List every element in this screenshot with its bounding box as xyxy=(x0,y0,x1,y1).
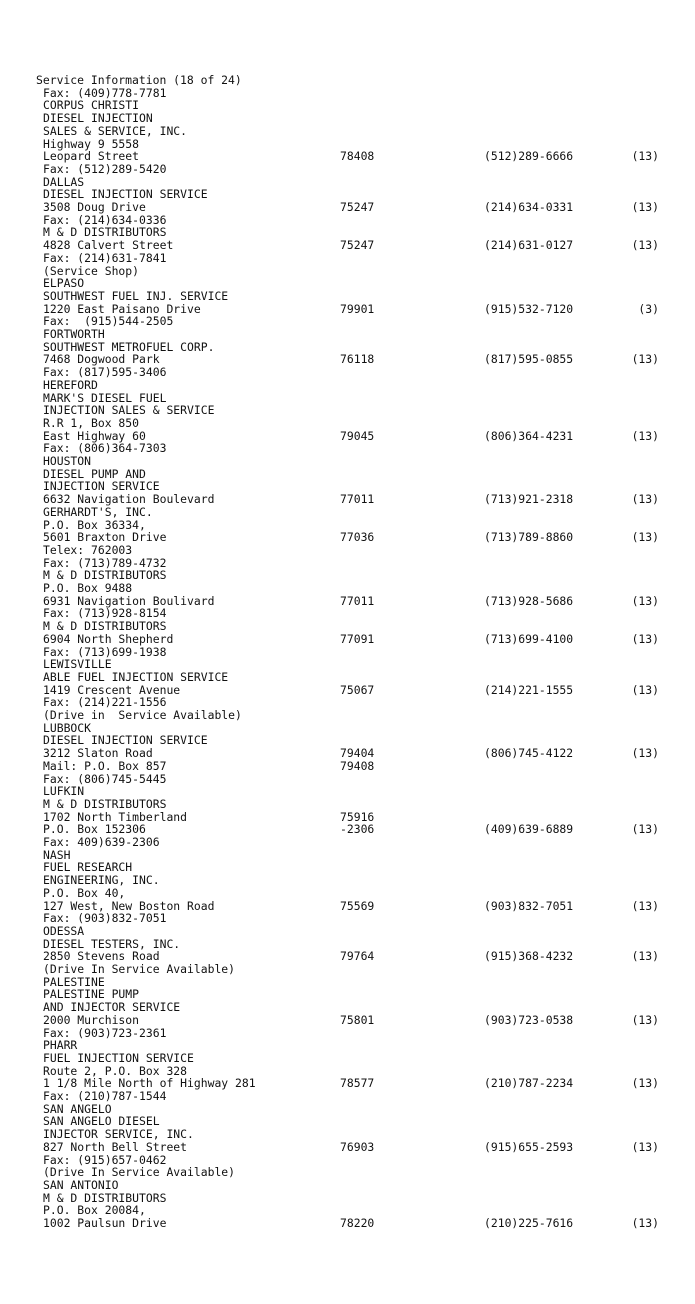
line-text: PALESTINE xyxy=(43,974,105,989)
line-text: 4828 Calvert Street xyxy=(43,238,174,253)
line-text: P.O. Box 20084, xyxy=(43,1203,146,1218)
line-text: 3212 Slaton Road xyxy=(43,746,153,761)
line-text: 3508 Doug Drive xyxy=(43,200,146,214)
line-text: Fax: (817)595-3406 xyxy=(43,365,167,380)
line-text: DIESEL PUMP AND xyxy=(43,466,146,481)
listing-line xyxy=(0,531,695,544)
line-text: Fax: (214)634-0336 xyxy=(43,212,167,227)
reference-code: (13) xyxy=(631,746,659,761)
listing-line xyxy=(0,112,695,125)
reference-code: (13) xyxy=(631,898,659,913)
phone-number: (915)655-2593 xyxy=(484,1139,574,1154)
listing-line xyxy=(0,417,695,430)
line-text: HOUSTON xyxy=(43,454,92,468)
line-text: 6632 Navigation Boulevard xyxy=(43,492,215,507)
phone-number: (512)289-6666 xyxy=(484,149,574,164)
line-text: Fax: (713)789-4732 xyxy=(43,555,167,570)
line-text: PHARR xyxy=(43,1038,78,1053)
line-text: CORPUS CHRISTI xyxy=(43,98,140,113)
phone-number: (713)928-5686 xyxy=(484,593,574,608)
line-text: HEREFORD xyxy=(43,377,98,392)
line-text: M & D DISTRIBUTORS xyxy=(43,796,167,811)
line-text: MARK'S DIESEL FUEL xyxy=(43,390,167,405)
zip-code: 78577 xyxy=(340,1076,375,1091)
line-text: DIESEL INJECTION SERVICE xyxy=(43,187,208,202)
page-title: Service Information (18 of 24) xyxy=(36,73,242,87)
zip-code: 79901 xyxy=(340,301,375,316)
line-text: ELPASO xyxy=(43,276,85,291)
line-text: M & D DISTRIBUTORS xyxy=(43,619,167,634)
line-text: GERHARDT'S, INC. xyxy=(43,504,153,519)
line-text: SAN ANGELO DIESEL xyxy=(43,1114,160,1129)
listing-line xyxy=(0,963,695,976)
line-text: 1 1/8 Mile North of Highway 281 xyxy=(43,1076,256,1091)
line-text: INJECTOR SERVICE, INC. xyxy=(43,1127,194,1142)
line-text: 127 West, New Boston Road xyxy=(43,898,215,913)
listing-line xyxy=(0,912,695,925)
listing-line xyxy=(0,328,695,341)
listing-line xyxy=(0,1014,695,1027)
line-text: ENGINEERING, INC. xyxy=(43,873,160,888)
line-text: 5601 Braxton Drive xyxy=(43,530,167,545)
zip-code: 75569 xyxy=(340,898,375,913)
line-text: Fax: (713)699-1938 xyxy=(43,644,167,659)
listing-line xyxy=(0,1141,695,1154)
listing-line xyxy=(0,290,695,303)
listing-line xyxy=(0,1166,695,1179)
reference-code: (13) xyxy=(631,1012,659,1027)
listing-line xyxy=(0,455,695,468)
listing-line xyxy=(0,671,695,684)
listing-line xyxy=(0,506,695,519)
line-text: 6904 North Shepherd xyxy=(43,631,174,646)
line-text: P.O. Box 9488 xyxy=(43,581,133,595)
line-text: 1220 East Paisano Drive xyxy=(43,301,201,316)
zip-code: 78220 xyxy=(340,1216,375,1230)
line-text: Fax: (806)745-5445 xyxy=(43,771,167,786)
zip-code: 77036 xyxy=(340,530,375,545)
phone-number: (214)221-1555 xyxy=(484,682,574,697)
zip-code: 75067 xyxy=(340,682,375,697)
line-text: (Service Shop) xyxy=(43,263,140,278)
listing-line xyxy=(0,836,695,849)
line-text: ABLE FUEL INJECTION SERVICE xyxy=(43,669,229,684)
line-text: LEWISVILLE xyxy=(43,657,112,672)
listing-line xyxy=(0,493,695,506)
line-text: Fax: 409)639-2306 xyxy=(43,835,160,849)
zip-code: 79408 xyxy=(340,758,375,773)
listing-line xyxy=(0,658,695,671)
reference-code: (13) xyxy=(631,352,659,367)
line-text: NASH xyxy=(43,847,71,862)
reference-code: (3) xyxy=(638,301,659,316)
zip-code: 79045 xyxy=(340,428,375,443)
line-text: Fax: (915)544-2505 xyxy=(43,314,174,329)
line-text: SAN ANGELO xyxy=(43,1101,112,1116)
reference-code: (13) xyxy=(631,1139,659,1154)
line-text: INJECTION SALES & SERVICE xyxy=(43,403,215,418)
line-text: (Drive In Service Available) xyxy=(43,1165,236,1180)
line-text: Fax: (903)832-7051 xyxy=(43,911,167,926)
line-text: FORTWORTH xyxy=(43,327,105,341)
listing-line xyxy=(0,582,695,595)
line-text: R.R 1, Box 850 xyxy=(43,415,140,430)
phone-number: (817)595-0855 xyxy=(484,352,574,367)
listing-line xyxy=(0,366,695,379)
reference-code: (13) xyxy=(631,238,659,253)
line-text: SOUTHWEST FUEL INJ. SERVICE xyxy=(43,288,229,303)
line-text: (Drive in Service Available) xyxy=(43,708,242,722)
listing-line xyxy=(0,760,695,773)
phone-number: (915)368-4232 xyxy=(484,949,574,964)
listing-line xyxy=(0,277,695,290)
phone-number: (713)921-2318 xyxy=(484,492,574,507)
line-text: Fax: (512)289-5420 xyxy=(43,161,167,176)
line-text: 2000 Murchison xyxy=(43,1012,140,1027)
reference-code: (13) xyxy=(631,149,659,164)
line-text: P.O. Box 152306 xyxy=(43,822,146,837)
reference-code: (13) xyxy=(631,631,659,646)
reference-code: (13) xyxy=(631,200,659,214)
listing-line xyxy=(0,252,695,265)
zip-code: 75916 xyxy=(340,809,375,824)
phone-number: (210)225-7616 xyxy=(484,1216,574,1230)
listing-line xyxy=(0,747,695,760)
line-text: Fax: (903)723-2361 xyxy=(43,1025,167,1040)
listing-line xyxy=(0,1027,695,1040)
listing-line xyxy=(0,1217,695,1230)
line-text: Fax: (214)221-1556 xyxy=(43,695,167,710)
listing-line xyxy=(0,925,695,938)
line-text: Fax: (713)928-8154 xyxy=(43,606,167,621)
zip-code: 75801 xyxy=(340,1012,375,1027)
line-text: 2850 Stevens Road xyxy=(43,949,160,964)
listing-line xyxy=(0,404,695,417)
line-text: LUBBOCK xyxy=(43,720,92,735)
line-text: SAN ANTONIO xyxy=(43,1177,119,1192)
listing-line xyxy=(0,239,695,252)
listing-line xyxy=(0,379,695,392)
reference-code: (13) xyxy=(631,1216,659,1230)
reference-code: (13) xyxy=(631,428,659,443)
line-text: PALESTINE PUMP xyxy=(43,987,140,1002)
listing-line xyxy=(0,544,695,557)
zip-code: 79764 xyxy=(340,949,375,964)
listing-line xyxy=(0,125,695,138)
reference-code: (13) xyxy=(631,530,659,545)
zip-code: 77091 xyxy=(340,631,375,646)
phone-number: (214)634-0331 xyxy=(484,200,574,214)
line-text: DIESEL TESTERS, INC. xyxy=(43,936,181,951)
line-text: P.O. Box 40, xyxy=(43,885,126,900)
line-text: DIESEL INJECTION SERVICE xyxy=(43,733,208,748)
reference-code: (13) xyxy=(631,593,659,608)
reference-code: (13) xyxy=(631,1076,659,1091)
listing-line xyxy=(0,709,695,722)
line-text: P.O. Box 36334, xyxy=(43,517,146,532)
listing-line xyxy=(0,1090,695,1103)
line-text: 6931 Navigation Boulivard xyxy=(43,593,215,608)
line-text: LUFKIN xyxy=(43,784,85,799)
line-text: Route 2, P.O. Box 328 xyxy=(43,1063,188,1078)
listing-line xyxy=(0,633,695,646)
zip-code: 76903 xyxy=(340,1139,375,1154)
listing-line xyxy=(0,887,695,900)
line-text: SOUTHWEST METROFUEL CORP. xyxy=(43,339,215,354)
listing-line xyxy=(0,620,695,633)
listing-line xyxy=(0,1039,695,1052)
listing-line xyxy=(0,1052,695,1065)
phone-number: (806)745-4122 xyxy=(484,746,574,761)
phone-number: (214)631-0127 xyxy=(484,238,574,253)
phone-number: (713)699-4100 xyxy=(484,631,574,646)
line-text: Fax: (214)631-7841 xyxy=(43,250,167,265)
reference-code: (13) xyxy=(631,492,659,507)
listing-line xyxy=(0,201,695,214)
listing-line xyxy=(0,442,695,455)
line-text: M & D DISTRIBUTORS xyxy=(43,1190,167,1205)
zip-code: 79404 xyxy=(340,746,375,761)
line-text: Fax: (915)657-0462 xyxy=(43,1152,167,1167)
line-text: M & D DISTRIBUTORS xyxy=(43,568,167,583)
phone-number: (713)789-8860 xyxy=(484,530,574,545)
zip-code: 77011 xyxy=(340,492,375,507)
phone-number: (915)532-7120 xyxy=(484,301,574,316)
line-text: Fax: (210)787-1544 xyxy=(43,1089,167,1103)
phone-number: (409)639-6889 xyxy=(484,822,574,837)
line-text: M & D DISTRIBUTORS xyxy=(43,225,167,240)
zip-code: 75247 xyxy=(340,200,375,214)
listing-line xyxy=(0,773,695,786)
line-text: Telex: 762003 xyxy=(43,542,133,557)
line-text: 1002 Paulsun Drive xyxy=(43,1216,167,1230)
line-text: FUEL INJECTION SERVICE xyxy=(43,1050,194,1065)
line-text: Highway 9 5558 xyxy=(43,136,140,151)
line-text: Fax: (806)364-7303 xyxy=(43,441,167,456)
line-text: 1702 North Timberland xyxy=(43,809,188,824)
listing-line xyxy=(0,163,695,176)
phone-number: (903)832-7051 xyxy=(484,898,574,913)
listing-line xyxy=(0,874,695,887)
zip-code: -2306 xyxy=(340,822,375,837)
line-text: INJECTION SERVICE xyxy=(43,479,160,494)
zip-code: 75247 xyxy=(340,238,375,253)
phone-number: (903)723-0538 xyxy=(484,1012,574,1027)
line-text: FUEL RESEARCH xyxy=(43,860,133,875)
line-text: 7468 Dogwood Park xyxy=(43,352,160,367)
line-text: ODESSA xyxy=(43,923,85,938)
phone-number: (806)364-4231 xyxy=(484,428,574,443)
phone-number: (210)787-2234 xyxy=(484,1076,574,1091)
listing-line xyxy=(0,1179,695,1192)
reference-code: (13) xyxy=(631,949,659,964)
listing-line xyxy=(0,798,695,811)
listing-line xyxy=(0,1128,695,1141)
listing-line xyxy=(0,1001,695,1014)
reference-code: (13) xyxy=(631,822,659,837)
line-text: East Highway 60 xyxy=(43,428,146,443)
zip-code: 78408 xyxy=(340,149,375,164)
line-text: Mail: P.O. Box 857 xyxy=(43,758,167,773)
line-text: AND INJECTOR SERVICE xyxy=(43,1000,181,1015)
line-text: (Drive In Service Available) xyxy=(43,962,236,976)
line-text: Fax: (409)778-7781 xyxy=(43,85,167,100)
listing-line xyxy=(0,150,695,163)
zip-code: 77011 xyxy=(340,593,375,608)
reference-code: (13) xyxy=(631,682,659,697)
line-text: 827 North Bell Street xyxy=(43,1139,188,1154)
line-text: Leopard Street xyxy=(43,149,140,164)
listing-line xyxy=(0,265,695,278)
line-text: 1419 Crescent Avenue xyxy=(43,682,181,697)
line-text: SALES & SERVICE, INC. xyxy=(43,123,188,138)
listing-line xyxy=(0,785,695,798)
zip-code: 76118 xyxy=(340,352,375,367)
line-text: DALLAS xyxy=(43,174,85,189)
line-text: DIESEL INJECTION xyxy=(43,111,153,126)
